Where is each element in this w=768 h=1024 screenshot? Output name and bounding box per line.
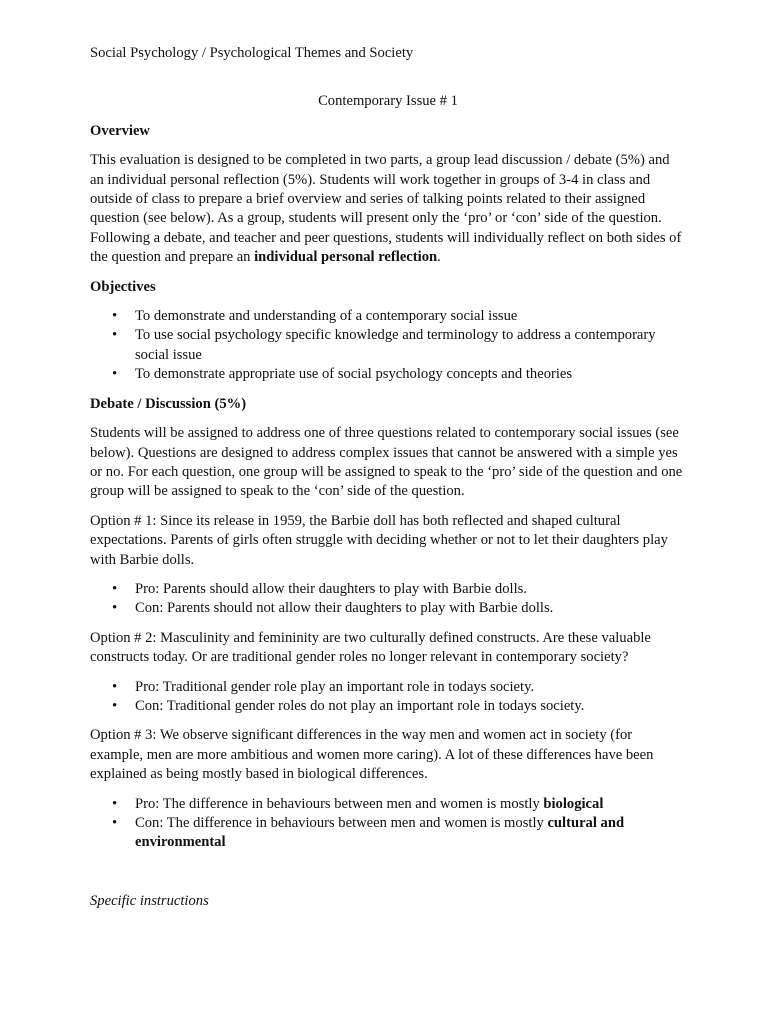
option-3-list — [90, 795, 686, 853]
list-item: • To use social psychology specific knowledge and terminology to address a contemporary social issue — [135, 326, 686, 365]
option-3-paragraph: Option # 3: We observe significant differences in the way men and women act in society (for example, men are more ambitious and women more caring). A lot of these differences have been explained as being mostly based in biological differences. — [90, 727, 654, 783]
option-2-pro: • Pro: Traditional gender role play an important role in todays society. — [135, 678, 686, 697]
option-3-con — [135, 814, 686, 853]
debate-heading: Debate / Discussion (5%) — [90, 395, 247, 412]
option-1-con: • Con: Parents should not allow their daughters to play with Barbie dolls. — [135, 599, 686, 618]
option-3-pro — [135, 795, 686, 814]
option-2-paragraph: Option # 2: Masculinity and femininity are two culturally defined constructs. Are these valuable constructs today. Or are traditional gender roles no longer relevant in contemporary society? — [90, 629, 651, 666]
document-title: Contemporary Issue # 1 — [318, 93, 458, 110]
option-1-list — [90, 580, 686, 619]
running-header: Social Psychology / Psychological Themes and Society — [90, 45, 414, 61]
list-item: • To demonstrate appropriate use of social psychology concepts and theories — [135, 365, 686, 384]
overview-paragraph — [90, 151, 686, 267]
overview-end: . — [437, 249, 441, 266]
debate-paragraph: Students will be assigned to address one of three questions related to contemporary social issues (see below). Questions are designed to address complex issues that cannot be answered with a simple yes or no. For each question, one group will be assigned to speak to the ‘pro’ side of the question and one group will be assigned to speak to the ‘con’ side of the question. — [90, 425, 683, 500]
overview-bold-text: individual personal reflection — [254, 249, 438, 266]
option-1-pro: • Pro: Parents should allow their daughters to play with Barbie dolls. — [135, 580, 686, 599]
specific-instructions-heading: Specific instructions — [90, 892, 209, 909]
option-2-con: • Con: Traditional gender roles do not play an important role in todays society. — [135, 697, 686, 716]
option-3-con-text: Con: The difference in behaviours between men and women is mostly — [135, 815, 548, 831]
objectives-list — [90, 307, 686, 385]
option-3-con-bold: cultural and environmental — [135, 815, 625, 851]
option-2-list — [90, 678, 686, 717]
option-1-paragraph: Option # 1: Since its release in 1959, the Barbie doll has both reflected and shaped cultural expectations. Parents of girls often struggle with deciding whether or not to let their daughters play with Barbie dolls. — [90, 512, 668, 568]
option-3-pro-text: Pro: The difference in behaviours between men and women is mostly — [135, 795, 544, 812]
objectives-heading: Objectives — [90, 278, 156, 295]
section-spacer — [90, 863, 686, 892]
document-content — [90, 44, 686, 911]
overview-text: This evaluation is designed to be completed in two parts, a group lead discussion / debate (5%) and an individual personal reflection (5%). Students will work together in groups of 3-4 in class and outside of class to prepare a brief overview and series of talking points related to their assigned question (see below). As a group, students will present only the ‘pro’ or ‘con’ side of the question. Following a debate, and teacher and peer questions, students will individually reflect on both sides of the question and prepare an — [90, 152, 682, 266]
overview-heading: Overview — [90, 122, 150, 139]
list-item: • To demonstrate and understanding of a contemporary social issue — [135, 307, 686, 326]
option-3-pro-bold: biological — [543, 795, 604, 812]
